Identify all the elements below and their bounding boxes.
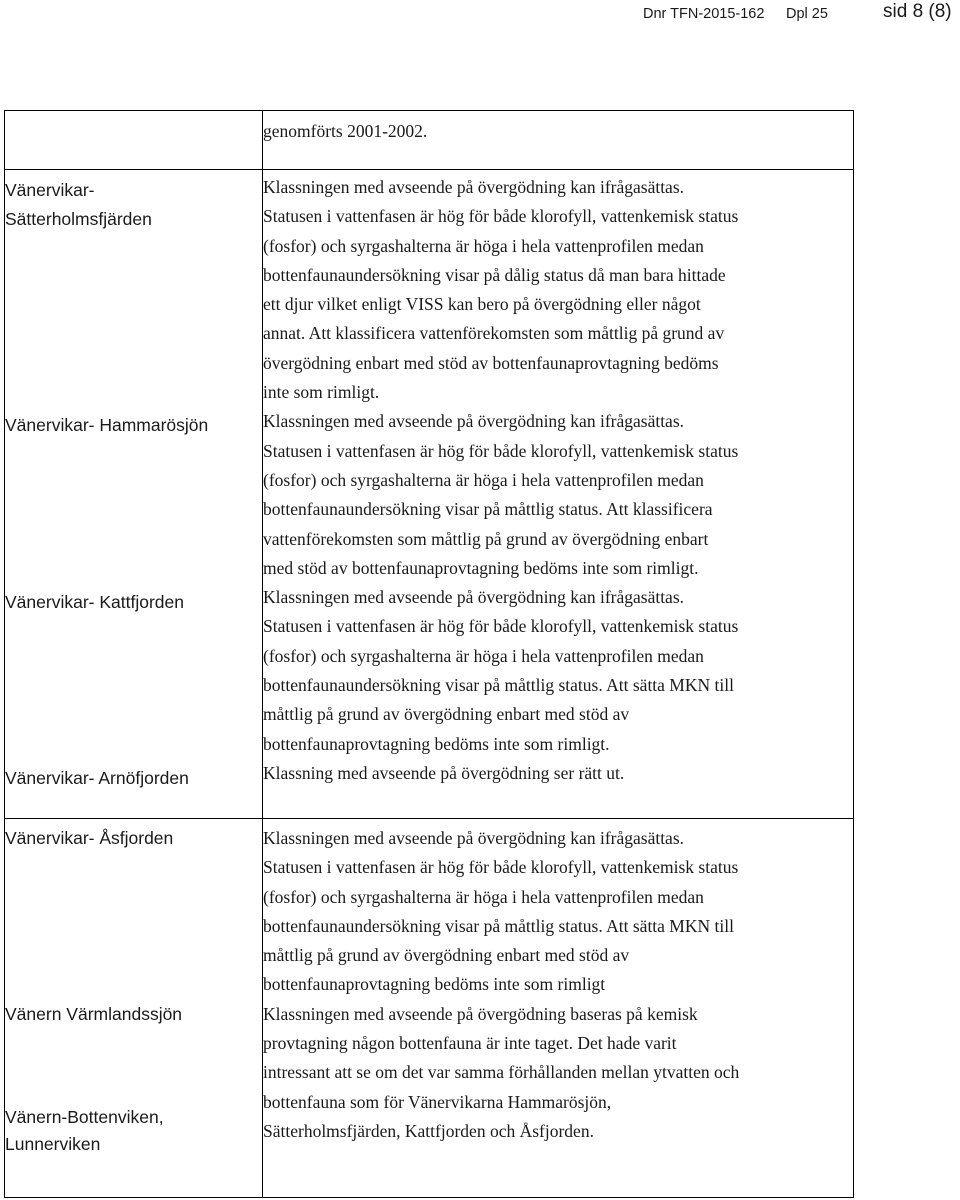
page-header xyxy=(0,0,960,40)
assessment-table xyxy=(4,110,854,1198)
assessment-text: Klassningen med avseende på övergödning kan ifrågasättas. Statusen i vattenfasen är hög för både klorofyll, vattenkemisk status (fosfor) och syrgashalterna är höga i hela vattenprofilen medan bottenfaunaundersökning visar på dålig status då man bara hittade ett djur vilket enligt VISS kan bero på övergödning eller något annat. Att klassificera vattenförekomsten som måttlig på grund av övergödning enbart med stöd av bottenfaunaprovtagning bedöms inte som rimligt. xyxy=(263,177,739,403)
water-body-name: Vänervikar- Åsfjorden xyxy=(5,828,174,848)
top-row-right-cell xyxy=(263,111,854,170)
assessment-text: Klassningen med avseende på övergödning kan ifrågasättas. Statusen i vattenfasen är hög för både klorofyll, vattenkemisk status (fosfor) och syrgashalterna är höga i hela vattenprofilen medan bottenfaunaundersökning visar på måttlig status. Att sätta MKN till måttlig på grund av övergödning enbart med stöd av bottenfaunaprovtagning bedöms inte som rimligt. xyxy=(263,587,739,754)
top-row-left-cell xyxy=(5,111,263,170)
assessment-text: Klassningen med avseende på övergödning baseras på kemisk provtagning någon bottenfauna är inte taget. Det hade varit intressant att se om det var samma förhållanden mellan ytvatten och bottenfauna som för Vänervikarna Hammarösjön, Sätterholmsfjärden, Kattfjorden och Åsfjorden. xyxy=(263,1003,740,1141)
water-body-name: Vänern-Bottenviken, Lunnerviken xyxy=(5,1107,164,1154)
table-row xyxy=(5,819,854,1198)
table-row xyxy=(5,170,854,819)
assessment-text: Klassningen med avseende på övergödning kan ifrågasättas. Statusen i vattenfasen är hög för både klorofyll, vattenkemisk status (fosfor) och syrgashalterna är höga i hela vattenprofilen medan bottenfaunaundersökning visar på måttlig status. Att sätta MKN till måttlig på grund av övergödning enbart med stöd av bottenfaunaprovtagning bedöms inte som rimligt xyxy=(263,828,739,995)
page-number: sid 8 (8) xyxy=(883,1,952,22)
water-body-name: Vänervikar- Kattfjorden xyxy=(5,592,184,612)
assessment-text: Klassningen med avseende på övergödning kan ifrågasättas. Statusen i vattenfasen är hög för både klorofyll, vattenkemisk status (fosfor) och syrgashalterna är höga i hela vattenprofilen medan bottenfaunaundersökning visar på måttlig status. Att klassificera vattenförekomsten som måttlig på grund av övergödning enbart med stöd av bottenfaunaprovtagning bedöms inte som rimligt. xyxy=(263,411,739,578)
water-body-name: Vänervikar- Sätterholmsfjärden xyxy=(5,180,152,229)
group-a-names-cell xyxy=(5,170,263,819)
item-number: Dpl 25 xyxy=(786,6,828,22)
table-row xyxy=(5,111,854,170)
group-a-text-cell xyxy=(263,170,854,819)
assessment-text: Klassning med avseende på övergödning ser rätt ut. xyxy=(263,762,625,783)
continued-text: genomförts 2001-2002. xyxy=(263,121,428,141)
group-b-names-cell xyxy=(5,819,263,1198)
document-number: Dnr TFN-2015-162 xyxy=(643,6,765,22)
water-body-name: Vänern Värmlandssjön xyxy=(5,1004,183,1024)
water-body-name: Vänervikar- Hammarösjön xyxy=(5,415,209,435)
group-b-text-cell xyxy=(263,819,854,1198)
water-body-name: Vänervikar- Arnöfjorden xyxy=(5,768,189,788)
